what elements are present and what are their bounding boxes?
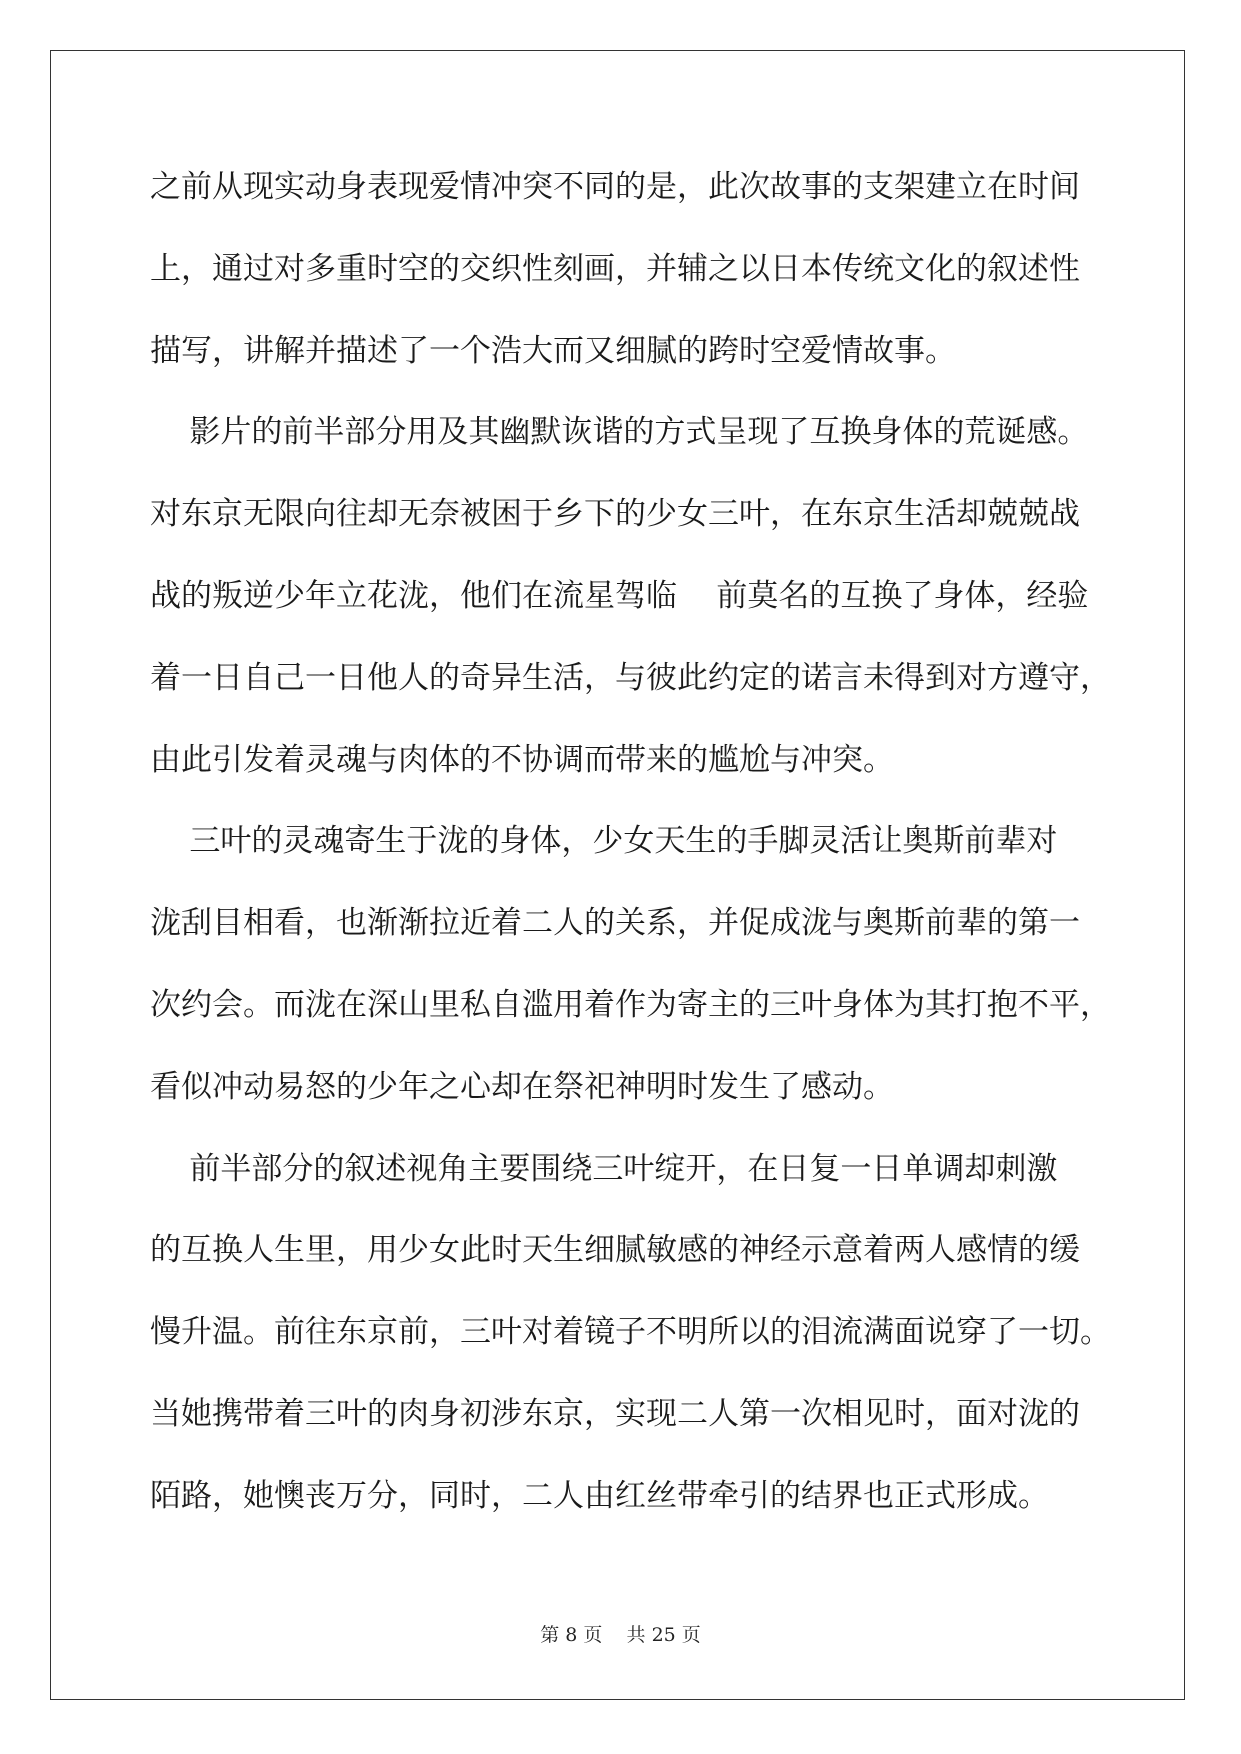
text-line: 描写，讲解并描述了一个浩大而又细腻的跨时空爱情故事。 bbox=[150, 332, 956, 369]
text-line: 当她携带着三叶的肉身初涉东京，实现二人第一次相见时，面对泷的 bbox=[150, 1395, 1080, 1432]
text-line: 前半部分的叙述视角主要围绕三叶绽开，在日复一日单调却刺激 bbox=[150, 1150, 1058, 1187]
text-line: 对东京无限向往却无奈被困于乡下的少女三叶，在东京生活却兢兢战 bbox=[150, 496, 1080, 533]
page-number-footer: 第 8 页 共 25 页 bbox=[540, 1624, 701, 1646]
text-line: 上，通过对多重时空的交织性刻画，并辅之以日本传统文化的叙述性 bbox=[150, 250, 1080, 287]
text-line: 着一日自己一日他人的奇异生活，与彼此约定的诺言未得到对方遵守， bbox=[150, 659, 1111, 696]
text-line: 的互换人生里，用少女此时天生细腻敏感的神经示意着两人感情的缓 bbox=[150, 1232, 1080, 1269]
document-body bbox=[150, 160, 1111, 1551]
text-line: 之前从现实动身表现爱情冲突不同的是，此次故事的支架建立在时间 bbox=[150, 169, 1080, 205]
text-line: 慢升温。前往东京前，三叶对着镜子不明所以的泪流满面说穿了一切。 bbox=[150, 1314, 1111, 1351]
text-line: 由此引发着灵魂与肉体的不协调而带来的尴尬与冲突。 bbox=[150, 741, 894, 778]
text-line: 影片的前半部分用及其幽默诙谐的方式呈现了互换身体的荒诞感。 bbox=[150, 414, 1089, 451]
text-line: 战的叛逆少年立花泷，他们在流星驾临 前莫名的互换了身体，经验 bbox=[150, 577, 1089, 614]
text-line: 泷刮目相看，也渐渐拉近着二人的关系，并促成泷与奥斯前辈的第一 bbox=[150, 905, 1080, 942]
text-line: 看似冲动易怒的少年之心却在祭祀神明时发生了感动。 bbox=[150, 1068, 894, 1105]
text-line: 次约会。而泷在深山里私自滥用着作为寄主的三叶身体为其打抱不平， bbox=[150, 986, 1111, 1023]
text-line: 陌路，她懊丧万分，同时，二人由红丝带牵引的结界也正式形成。 bbox=[150, 1477, 1049, 1514]
text-line: 三叶的灵魂寄生于泷的身体，少女天生的手脚灵活让奥斯前辈对 bbox=[150, 823, 1058, 860]
